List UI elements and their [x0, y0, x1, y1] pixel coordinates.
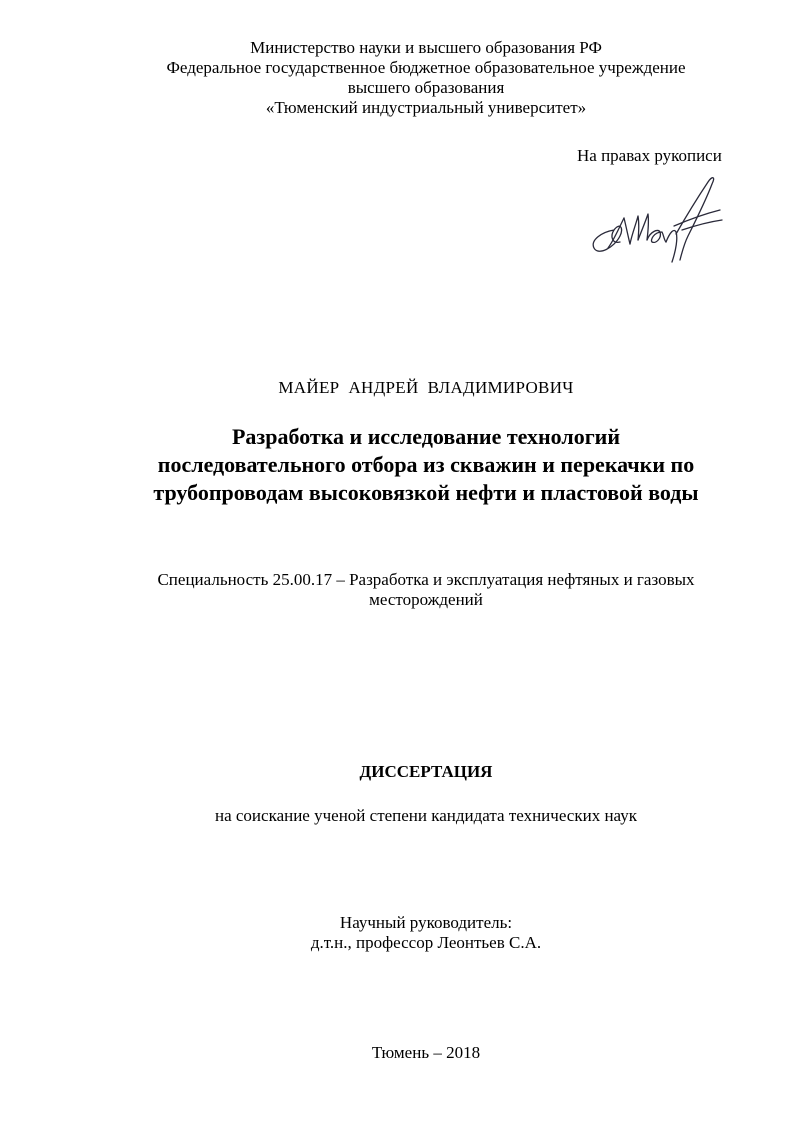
specialty-line-2: месторождений	[369, 590, 483, 609]
supervisor-name: д.т.н., профессор Леонтьев С.А.	[310, 933, 542, 952]
city-year: Тюмень – 2018	[371, 1043, 481, 1062]
signature-icon	[584, 170, 730, 266]
institution-header	[0, 38, 794, 118]
document-type-heading: ДИССЕРТАЦИЯ	[359, 762, 493, 781]
author-name: МАЙЕР АНДРЕЙ ВЛАДИМИРОВИЧ	[278, 378, 574, 397]
institution-type-line: Федеральное государственное бюджетное образовательное учреждение	[166, 58, 686, 77]
title-line-3: трубопроводам высоковязкой нефти и пластовой воды	[153, 480, 699, 505]
title-line-1: Разработка и исследование технологий	[231, 424, 621, 449]
university-name-line: «Тюменский индустриальный университет»	[265, 98, 587, 117]
manuscript-rights-note: На правах рукописи	[577, 146, 722, 165]
supervisor-label: Научный руководитель:	[339, 913, 513, 932]
ministry-line: Министерство науки и высшего образования РФ	[250, 38, 602, 57]
specialty-block	[0, 570, 794, 610]
degree-description: на соискание ученой степени кандидата технических наук	[214, 806, 637, 825]
education-level-line: высшего образования	[347, 78, 505, 97]
dissertation-title	[0, 423, 794, 507]
title-line-2: последовательного отбора из скважин и перекачки по	[157, 452, 695, 477]
specialty-line-1: Специальность 25.00.17 – Разработка и эксплуатация нефтяных и газовых	[157, 570, 695, 589]
supervisor-block	[0, 913, 794, 953]
